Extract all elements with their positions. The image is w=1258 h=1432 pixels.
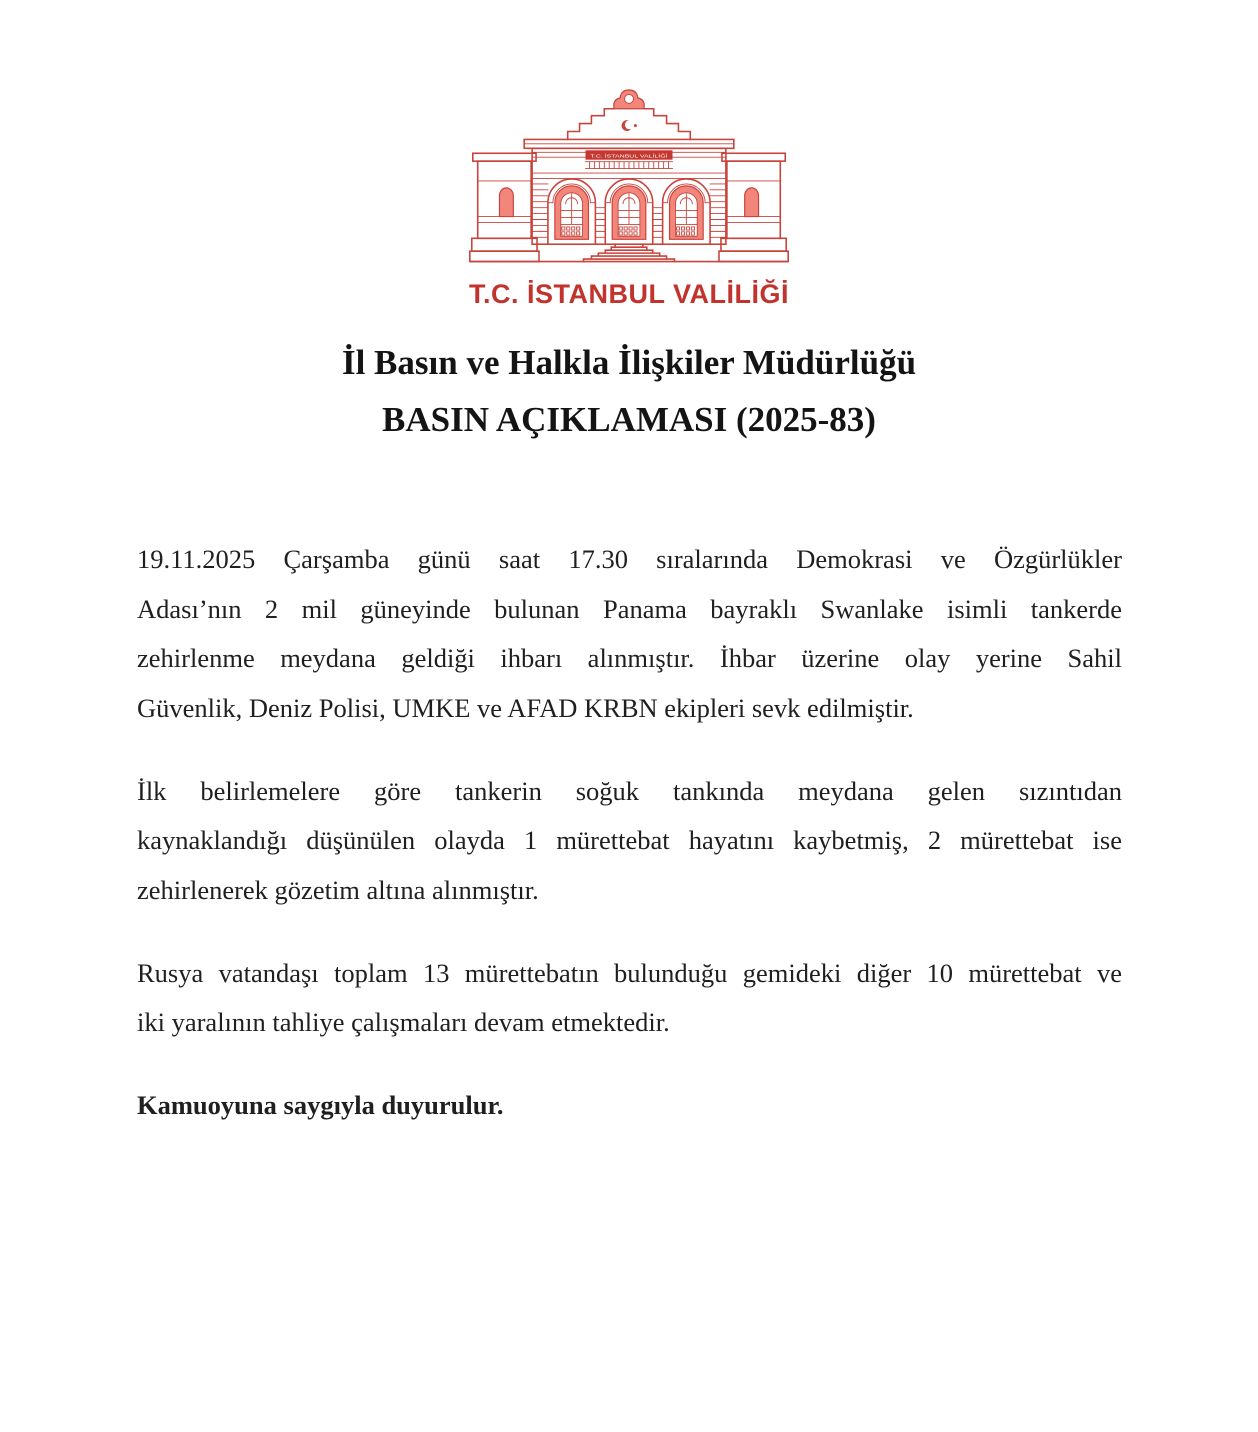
text-line: İlk belirlemelere göre tankerin soğuk tankında meydana gelen sızıntıdan (137, 775, 1122, 806)
text-line: 19.11.2025 Çarşamba günü saat 17.30 sıralarında Demokrasi ve Özgürlükler (137, 544, 1122, 574)
crown-circle (625, 94, 634, 103)
text-line: kaynaklandığı düşünülen olayda 1 mürettebat hayatını kaybetmiş, 2 mürettebat ise (137, 825, 1122, 855)
paragraph-2 (137, 767, 1122, 916)
balustrade (585, 162, 672, 169)
crescent-star-icon (622, 120, 637, 131)
paragraph-3 (137, 949, 1122, 1048)
body-text (137, 535, 1122, 1131)
staircase (584, 244, 675, 261)
text-line: iki yaralının tahliye çalışmaları devam etmektedir. (137, 1007, 670, 1037)
text-line: zehirlenme meydana geldiği ihbarı alınmıştır. İhbar üzerine olay yerine Sahil (137, 643, 1122, 673)
governorate-building-logo (467, 88, 791, 264)
right-wing-window (745, 188, 759, 217)
text-line: Güvenlik, Deniz Polisi, UMKE ve AFAD KRBN ekipleri sevk edilmiştir. (137, 692, 914, 723)
department-title: İl Basın ve Halkla İlişkiler Müdürlüğü (341, 343, 917, 382)
left-wing-window (499, 188, 513, 217)
cornice (524, 139, 734, 148)
logo-caption: T.C. İSTANBUL VALİLİĞİ (469, 279, 789, 309)
press-release-title: BASIN AÇIKLAMASI (2025-83) (382, 400, 876, 439)
text-line: zehirlenerek gözetim altına alınmıştır. (137, 874, 539, 905)
text-line: Adası’nın 2 mil güneyinde bulunan Panama bayraklı Swanlake isimli tankerde (137, 593, 1122, 624)
banner (585, 150, 672, 159)
title-block (0, 334, 1258, 448)
building-outline (470, 90, 788, 262)
text-line: Rusya vatandaşı toplam 13 mürettebatın bulunduğu gemideki diğer 10 mürettebat ve (137, 957, 1122, 988)
closing-line: Kamuoyuna saygıyla duyurulur. (137, 1090, 504, 1120)
paragraph-1 (137, 535, 1122, 733)
banner-text: T.C. İSTANBUL VALİLİĞİ (590, 154, 646, 160)
